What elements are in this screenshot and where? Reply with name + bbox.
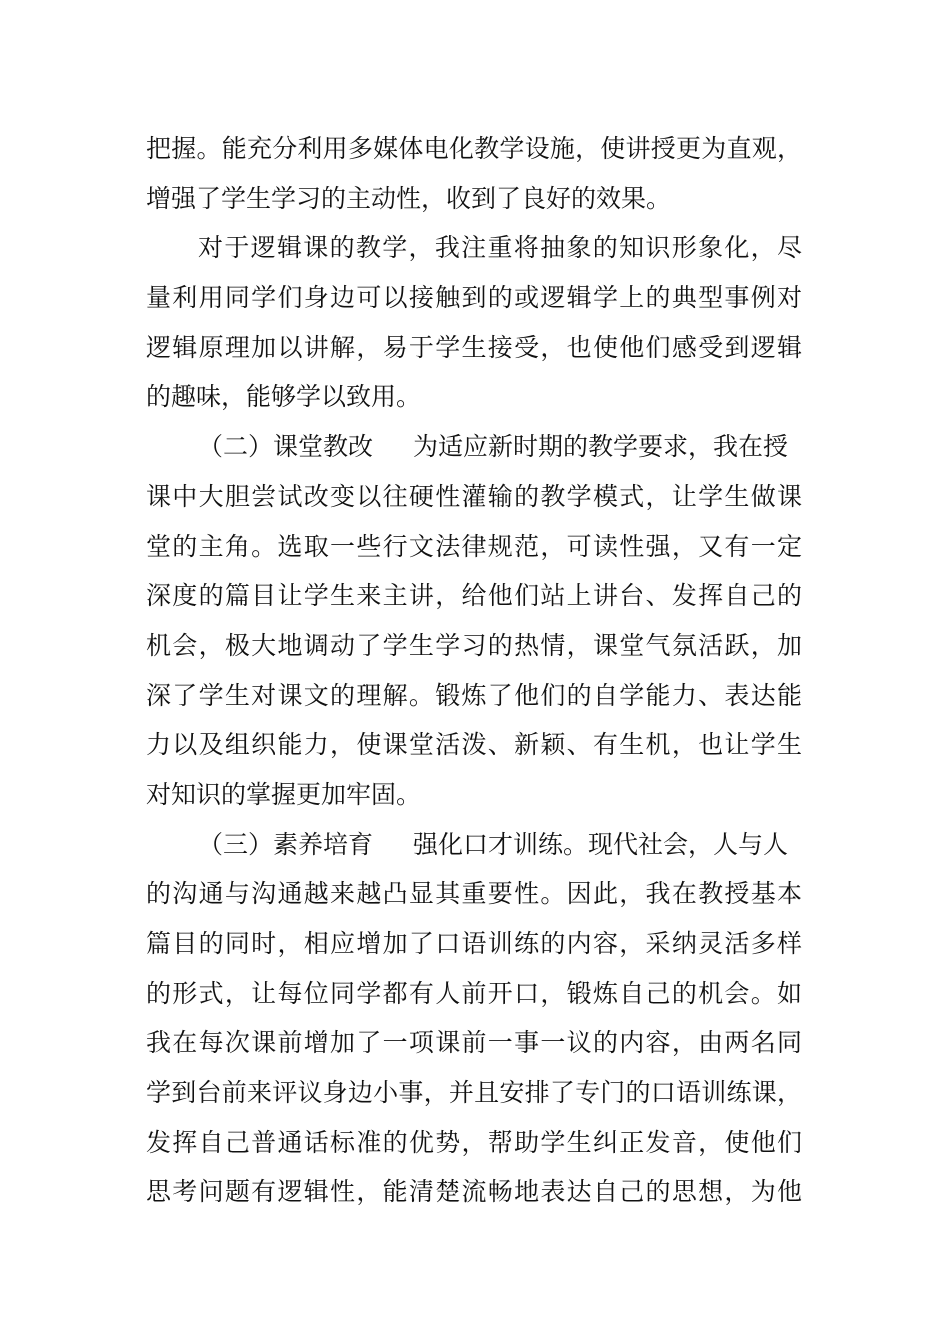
text-run: 强化口才训练。现代社会，人与人 [413,829,789,859]
text-line: 堂的主角。选取一些行文法律规范，可读性强，又有一定 [146,531,802,561]
text-line: 的沟通与沟通越来越凸显其重要性。因此，我在教授基本 [146,879,802,909]
text-line: 机会，极大地调动了学生学习的热情，课堂气氛活跃，加 [146,630,802,660]
section-heading-line [146,422,802,472]
text-line: 力以及组织能力，使课堂活泼、新颖、有生机，也让学生 [146,730,802,760]
text-line: 逻辑原理加以讲解，易于学生接受，也使他们感受到逻辑 [146,332,802,362]
text-line: 的形式，让每位同学都有人前开口，锻炼自己的机会。如 [146,978,802,1008]
text-line: 的趣味，能够学以致用。 [146,382,422,412]
text-line: 量利用同学们身边可以接触到的或逻辑学上的典型事例对 [146,283,802,313]
section-heading: （二）课堂教改 [198,432,374,462]
text-line: 我在每次课前增加了一项课前一事一议的内容，由两名同 [146,1028,802,1058]
text-line: 深度的篇目让学生来主讲，给他们站上讲台、发挥自己的 [146,581,802,611]
text-run: 为适应新时期的教学要求，我在授 [413,432,789,462]
body-text [146,124,802,1217]
paragraph-first-line: 对于逻辑课的教学，我注重将抽象的知识形象化，尽 [198,233,802,263]
section-heading: （三）素养培育 [198,829,374,859]
text-line: 学到台前来评议身边小事，并且安排了专门的口语训练课， [146,1078,802,1108]
section-heading-line [146,820,802,870]
text-line: 深了学生对课文的理解。锻炼了他们的自学能力、表达能 [146,680,802,710]
text-line: 思考问题有逻辑性，能清楚流畅地表达自己的思想，为他 [146,1177,802,1207]
text-line: 发挥自己普通话标准的优势，帮助学生纠正发音，使他们 [146,1127,802,1157]
text-line: 把握。能充分利用多媒体电化教学设施，使讲授更为直观， [146,134,802,163]
text-line: 对知识的掌握更加牢固。 [146,779,422,809]
text-line: 增强了学生学习的主动性，收到了良好的效果。 [146,183,672,213]
text-line: 课中大胆尝试改变以往硬性灌输的教学模式，让学生做课 [146,481,802,511]
text-line: 篇目的同时，相应增加了口语训练的内容，采纳灵活多样 [146,929,802,958]
